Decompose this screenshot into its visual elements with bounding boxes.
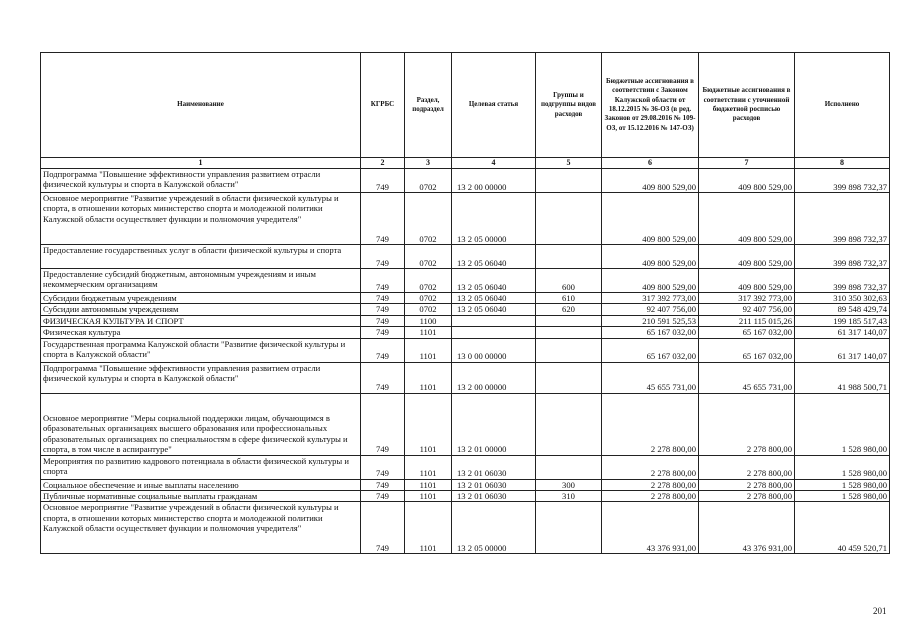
row-refined-amount: 409 800 529,00 (699, 169, 795, 193)
table-row (41, 269, 890, 293)
row-law-amount: 409 800 529,00 (602, 245, 699, 269)
row-target: 13 2 05 00000 (452, 502, 536, 554)
row-section: 0702 (405, 245, 452, 269)
row-section: 0702 (405, 304, 452, 315)
row-group (536, 338, 602, 362)
row-kgrbs: 749 (361, 393, 405, 455)
row-law-amount: 2 278 800,00 (602, 393, 699, 455)
row-kgrbs: 749 (361, 338, 405, 362)
table-row (41, 169, 890, 193)
row-kgrbs: 749 (361, 304, 405, 315)
row-kgrbs: 749 (361, 293, 405, 304)
row-refined-amount: 2 278 800,00 (699, 455, 795, 479)
row-name: Мероприятия по развитию кадрового потенциала в области физической культуры и спорта (41, 455, 361, 479)
row-section: 0702 (405, 293, 452, 304)
row-law-amount: 409 800 529,00 (602, 193, 699, 245)
row-executed-amount: 61 317 140,07 (795, 338, 890, 362)
column-number: 4 (452, 158, 536, 169)
row-law-amount: 65 167 032,00 (602, 327, 699, 338)
table-row (41, 338, 890, 362)
row-executed-amount: 40 459 520,71 (795, 502, 890, 554)
row-section: 1101 (405, 502, 452, 554)
row-group (536, 169, 602, 193)
header-groups: Группы и подгруппы видов расходов (536, 53, 602, 158)
row-section: 1101 (405, 491, 452, 502)
row-group: 300 (536, 479, 602, 490)
row-kgrbs: 749 (361, 193, 405, 245)
row-law-amount: 409 800 529,00 (602, 269, 699, 293)
row-refined-amount: 2 278 800,00 (699, 393, 795, 455)
column-number: 7 (699, 158, 795, 169)
row-law-amount: 317 392 773,00 (602, 293, 699, 304)
row-target: 13 2 01 06030 (452, 479, 536, 490)
header-name: Наименование (41, 53, 361, 158)
row-executed-amount: 1 528 980,00 (795, 455, 890, 479)
row-law-amount: 210 591 525,53 (602, 315, 699, 326)
row-executed-amount: 199 185 517,43 (795, 315, 890, 326)
row-group (536, 362, 602, 393)
row-name: Предоставление субсидий бюджетным, автономным учреждениям и иным некоммерческим организациям (41, 269, 361, 293)
row-executed-amount: 399 898 732,37 (795, 193, 890, 245)
row-group (536, 315, 602, 326)
row-kgrbs: 749 (361, 245, 405, 269)
row-executed-amount: 1 528 980,00 (795, 491, 890, 502)
row-executed-amount: 399 898 732,37 (795, 269, 890, 293)
header-refined-allocations: Бюджетные ассигнования в соответствии с уточненной бюджетной росписью расходов (699, 53, 795, 158)
column-number: 2 (361, 158, 405, 169)
row-executed-amount: 61 317 140,07 (795, 327, 890, 338)
header-row (41, 53, 890, 158)
row-executed-amount: 1 528 980,00 (795, 479, 890, 490)
row-section: 1101 (405, 455, 452, 479)
table-row (41, 327, 890, 338)
table-row (41, 315, 890, 326)
table-row (41, 502, 890, 554)
row-refined-amount: 211 115 015,26 (699, 315, 795, 326)
row-executed-amount: 89 548 429,74 (795, 304, 890, 315)
row-refined-amount: 409 800 529,00 (699, 245, 795, 269)
row-law-amount: 2 278 800,00 (602, 455, 699, 479)
row-target: 13 2 00 00000 (452, 362, 536, 393)
row-target: 13 2 05 06040 (452, 269, 536, 293)
table-row (41, 491, 890, 502)
row-target: 13 2 01 06030 (452, 491, 536, 502)
header-section: Раздел, подраздел (405, 53, 452, 158)
row-target: 13 2 05 06040 (452, 245, 536, 269)
table-row (41, 293, 890, 304)
row-executed-amount: 310 350 302,63 (795, 293, 890, 304)
row-group (536, 245, 602, 269)
row-group: 310 (536, 491, 602, 502)
row-group (536, 193, 602, 245)
row-name: Физическая культура (41, 327, 361, 338)
row-refined-amount: 65 167 032,00 (699, 338, 795, 362)
row-section: 1101 (405, 393, 452, 455)
row-refined-amount: 45 655 731,00 (699, 362, 795, 393)
row-target: 13 2 05 00000 (452, 193, 536, 245)
row-name: Социальное обеспечение и иные выплаты населению (41, 479, 361, 490)
row-name: Государственная программа Калужской области "Развитие физической культуры и спорта в Калужской области" (41, 338, 361, 362)
row-target: 13 2 00 00000 (452, 169, 536, 193)
row-group: 620 (536, 304, 602, 315)
row-executed-amount: 399 898 732,37 (795, 169, 890, 193)
row-section: 1101 (405, 479, 452, 490)
row-kgrbs: 749 (361, 269, 405, 293)
row-refined-amount: 409 800 529,00 (699, 269, 795, 293)
row-law-amount: 43 376 931,00 (602, 502, 699, 554)
row-target: 13 2 01 00000 (452, 393, 536, 455)
row-executed-amount: 399 898 732,37 (795, 245, 890, 269)
row-section: 1100 (405, 315, 452, 326)
row-law-amount: 2 278 800,00 (602, 491, 699, 502)
column-number: 6 (602, 158, 699, 169)
header-executed: Исполнено (795, 53, 890, 158)
budget-execution-table (40, 52, 890, 554)
column-number: 5 (536, 158, 602, 169)
row-refined-amount: 65 167 032,00 (699, 327, 795, 338)
row-section: 0702 (405, 169, 452, 193)
row-refined-amount: 2 278 800,00 (699, 479, 795, 490)
row-name: Основное мероприятие "Развитие учреждений в области физической культуры и спорта, в отношении которых министерство спорта и молодежной политики Калужской области осуществляет функции и полномочия учредителя" (41, 502, 361, 554)
row-refined-amount: 409 800 529,00 (699, 193, 795, 245)
row-target: 13 2 01 06030 (452, 455, 536, 479)
row-executed-amount: 1 528 980,00 (795, 393, 890, 455)
row-refined-amount: 92 407 756,00 (699, 304, 795, 315)
row-kgrbs: 749 (361, 315, 405, 326)
header-kgrbs: КГРБС (361, 53, 405, 158)
row-law-amount: 2 278 800,00 (602, 479, 699, 490)
row-kgrbs: 749 (361, 327, 405, 338)
row-group: 600 (536, 269, 602, 293)
row-target (452, 315, 536, 326)
row-law-amount: 45 655 731,00 (602, 362, 699, 393)
row-name: Предоставление государственных услуг в области физической культуры и спорта (41, 245, 361, 269)
row-refined-amount: 43 376 931,00 (699, 502, 795, 554)
row-kgrbs: 749 (361, 362, 405, 393)
row-law-amount: 92 407 756,00 (602, 304, 699, 315)
row-name: Основное мероприятие "Меры социальной поддержки лицам, обучающимся в образовательных организациях высшего образования или профессиональных образовательных организациях по специальностям в сфере физической культуры и спорта, в том числе в аспирантуре" (41, 393, 361, 455)
row-name: Подпрограмма "Повышение эффективности управления развитием отрасли физической культуры и спорта в Калужской области" (41, 362, 361, 393)
header-target: Целевая статья (452, 53, 536, 158)
page-number: 201 (873, 606, 887, 616)
row-refined-amount: 2 278 800,00 (699, 491, 795, 502)
row-kgrbs: 749 (361, 169, 405, 193)
column-number: 8 (795, 158, 890, 169)
row-name: Публичные нормативные социальные выплаты гражданам (41, 491, 361, 502)
row-kgrbs: 749 (361, 455, 405, 479)
row-name: Основное мероприятие "Развитие учреждений в области физической культуры и спорта, в отношении которых министерство спорта и молодежной политики Калужской области осуществляет функции и полномочия учредителя" (41, 193, 361, 245)
table-row (41, 362, 890, 393)
row-kgrbs: 749 (361, 491, 405, 502)
row-section: 1101 (405, 327, 452, 338)
table-row (41, 479, 890, 490)
row-group (536, 455, 602, 479)
row-kgrbs: 749 (361, 479, 405, 490)
row-target: 13 2 05 06040 (452, 293, 536, 304)
row-target: 13 0 00 00000 (452, 338, 536, 362)
row-target (452, 327, 536, 338)
column-number: 3 (405, 158, 452, 169)
header-law-allocations: Бюджетные ассигнования в соответствии с Законом Калужской области от 18.12.2015 № 36-ОЗ (в ред. Законов от 29.08.2016 № 109-ОЗ, от 15.12.2016 № 147-ОЗ) (602, 53, 699, 158)
row-law-amount: 65 167 032,00 (602, 338, 699, 362)
table-row (41, 455, 890, 479)
row-name: Субсидии бюджетным учреждениям (41, 293, 361, 304)
row-name: ФИЗИЧЕСКАЯ КУЛЬТУРА И СПОРТ (41, 315, 361, 326)
table-row (41, 393, 890, 455)
row-target: 13 2 05 06040 (452, 304, 536, 315)
column-number-row (41, 158, 890, 169)
row-section: 1101 (405, 362, 452, 393)
row-group (536, 327, 602, 338)
row-kgrbs: 749 (361, 502, 405, 554)
table-row (41, 245, 890, 269)
row-refined-amount: 317 392 773,00 (699, 293, 795, 304)
row-group (536, 393, 602, 455)
row-name: Подпрограмма "Повышение эффективности управления развитием отрасли физической культуры и спорта в Калужской области" (41, 169, 361, 193)
row-section: 1101 (405, 338, 452, 362)
row-section: 0702 (405, 269, 452, 293)
row-executed-amount: 41 988 500,71 (795, 362, 890, 393)
row-group: 610 (536, 293, 602, 304)
table-row (41, 193, 890, 245)
row-law-amount: 409 800 529,00 (602, 169, 699, 193)
table-row (41, 304, 890, 315)
row-group (536, 502, 602, 554)
row-name: Субсидии автономным учреждениям (41, 304, 361, 315)
row-section: 0702 (405, 193, 452, 245)
column-number: 1 (41, 158, 361, 169)
